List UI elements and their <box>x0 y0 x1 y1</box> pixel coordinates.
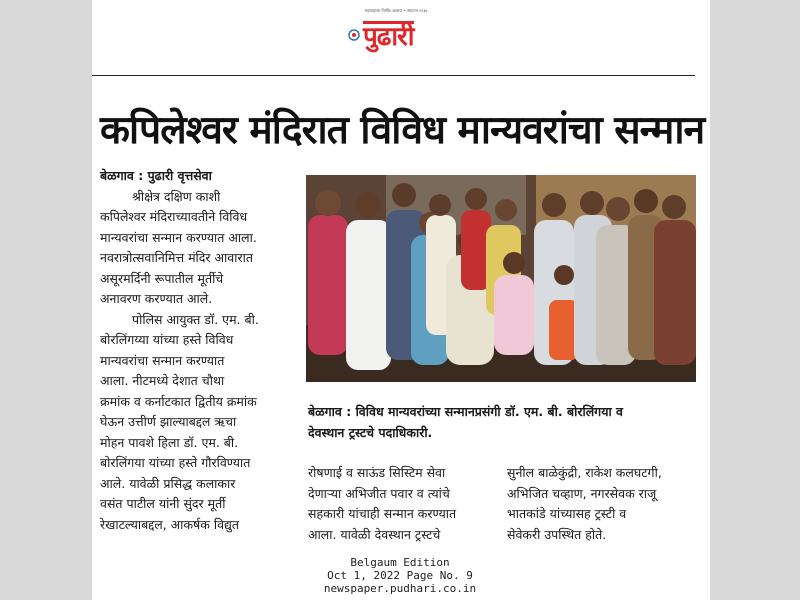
header-rule <box>92 75 695 76</box>
article-line: कपिलेश्वर मंदिराच्यावतीने विविध <box>100 209 248 224</box>
edition-name: Belgaum Edition <box>350 556 450 569</box>
group-photo <box>306 175 696 382</box>
dateline: बेळगाव : पुढारी वृत्तसेवा <box>100 168 212 183</box>
article-line: भातकांडे यांच्यासह ट्रस्टी व <box>507 506 627 521</box>
article-line: नवरात्रोत्सवानिमित्त मंदिर आवारात <box>100 250 253 265</box>
article-line: आला. नीटमध्ये देशात चौथा <box>100 373 225 388</box>
edition-footer <box>300 556 500 595</box>
article-line: श्रीक्षेत्र दक्षिण काशी <box>132 188 221 204</box>
group-photo-illustration <box>306 175 696 382</box>
article-line: पोलिस आयुक्त डॉ. एम. बी. <box>132 311 259 327</box>
article-line: मान्यवरांचा सन्मान करण्यात आला. <box>100 229 257 245</box>
article-line: क्रमांक व कर्नाटकात द्वितीय क्रमांक <box>100 393 257 409</box>
article-line: रोषणाई व साऊंड सिस्टिम सेवा <box>308 465 446 480</box>
masthead-logo <box>345 15 445 55</box>
article-line: बोरलिंगया यांच्या हस्ते गौरविण्यात <box>100 455 251 470</box>
masthead-tagline: महाराष्ट्राचा निर्भीड आवाज • स्थापना १९३७ <box>365 8 428 13</box>
edition-date-page: Oct 1, 2022 Page No. 9 <box>327 569 473 582</box>
article-line: सुनील बाळेकुंद्री, राकेश कलघटगी, <box>507 465 662 480</box>
article-line: आले. यावेळी प्रसिद्ध कलाकार <box>100 475 236 491</box>
article-line: घेऊन उत्तीर्ण झाल्याबद्दल ऋचा <box>100 414 237 429</box>
masthead <box>345 8 455 56</box>
page-headline: कपिलेश्वर मंदिरात विविध मान्यवरांचा सन्मान <box>100 108 705 153</box>
article-line: रेखाटल्याबद्दल, आकर्षक विद्युत <box>100 516 240 532</box>
caption-line: देवस्थान ट्रस्टचे पदाधिकारी. <box>308 424 433 440</box>
article-line: देणाऱ्या अभिजीत पवार व त्यांचे <box>308 485 450 501</box>
article-column-2 <box>308 463 493 545</box>
masthead-logo-text: पुढारी <box>363 21 414 52</box>
article-line: मोहन पावशे हिला डॉ. एम. बी. <box>100 434 239 450</box>
article-line: आला. यावेळी देवस्थान ट्रस्टचे <box>308 526 441 542</box>
article-column-1 <box>100 166 290 535</box>
article-line: बोरलिंगय्या यांच्या हस्ते विविध <box>100 332 234 347</box>
article-line: अनावरण करण्यात आले. <box>100 291 213 306</box>
article-line: वसंत पाटील यांनी सुंदर मूर्ती <box>100 496 226 511</box>
article-line: अभिजित चव्हाण, नगरसेवक राजू <box>507 485 657 501</box>
article-line: मान्यवरांचा सन्मान करण्यात <box>100 352 225 368</box>
article-line: असूरमर्दिनी रूपातील मूर्तीचे <box>100 270 224 286</box>
photo-caption <box>308 402 700 443</box>
article-column-3 <box>507 463 697 545</box>
article-line: सहकारी यांचाही सन्मान करण्यात <box>308 506 457 521</box>
caption-line: बेळगाव : विविध मान्यवरांच्या सन्मानप्रसंगी डॉ. एम. बी. बोरलिंगया व <box>308 404 623 419</box>
sun-emblem-icon <box>345 26 363 44</box>
edition-url: newspaper.pudhari.co.in <box>323 582 477 595</box>
article-line: सेवेकरी उपस्थित होते. <box>507 526 607 542</box>
